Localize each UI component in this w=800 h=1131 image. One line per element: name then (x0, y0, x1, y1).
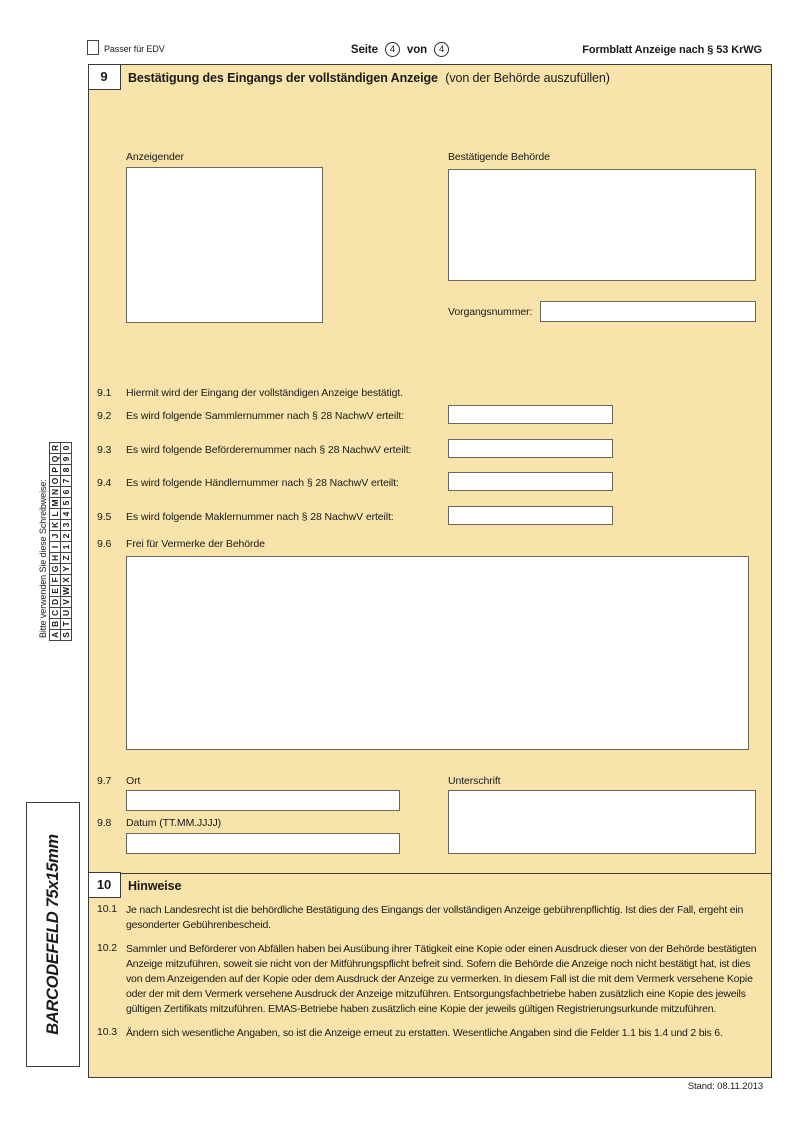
vermerke-label: Frei für Vermerke der Behörde (126, 538, 265, 550)
hint-number: 10.2 (97, 942, 118, 954)
schreibweise-char-cell: P (49, 464, 61, 476)
schreibweise-char-cell: 9 (60, 453, 72, 465)
section-10-title (128, 879, 181, 893)
vorgangsnummer-input[interactable] (540, 301, 756, 322)
hint-item (97, 942, 757, 1017)
item-number: 9.8 (97, 817, 112, 829)
befoerderernummer-input[interactable] (448, 439, 613, 458)
schreibweise-char-cell: K (49, 519, 61, 531)
page-of-label: von (406, 43, 428, 56)
schreibweise-instruction: Bitte verwenden Sie diese Schreibweise: (38, 479, 48, 638)
section-divider (89, 873, 771, 874)
page-number-badge: 4 (385, 42, 400, 57)
schreibweise-char-cell: B (49, 618, 61, 630)
unterschrift-box[interactable] (448, 790, 756, 854)
hint-item (97, 1026, 757, 1041)
schreibweise-char-cell: O (49, 475, 61, 487)
passer-edv-label: Passer für EDV (104, 44, 165, 54)
hint-item (97, 903, 757, 933)
schreibweise-char-cell: 0 (60, 442, 72, 454)
schreibweise-char-cell: F (49, 574, 61, 586)
schreibweise-char-cell: D (49, 596, 61, 608)
schreibweise-char-cell: 1 (60, 541, 72, 553)
schreibweise-char-cell: N (49, 486, 61, 498)
schreibweise-char-cell: M (49, 497, 61, 509)
schreibweise-char-cell: E (49, 585, 61, 597)
item-number: 9.7 (97, 775, 112, 787)
schreibweise-char-cell: 6 (60, 486, 72, 498)
item-text: Hiermit wird der Eingang der vollständigen Anzeige bestätigt. (126, 387, 403, 399)
passer-edv-checkbox[interactable] (87, 40, 99, 55)
datum-label: Datum (TT.MM.JJJJ) (126, 817, 222, 829)
item-number: 9.5 (97, 511, 112, 523)
section-9-title-main: Bestätigung des Eingangs der vollständigen Anzeige (128, 71, 438, 85)
stand-date: Stand: 08.11.2013 (687, 1081, 763, 1092)
ort-input[interactable] (126, 790, 400, 811)
form-title: Formblatt Anzeige nach § 53 KrWG (582, 44, 762, 56)
schreibweise-char-cell: 5 (60, 497, 72, 509)
schreibweise-char-grid (50, 428, 72, 640)
anzeigender-label: Anzeigender (126, 151, 184, 163)
section-9-title (128, 71, 610, 85)
schreibweise-char-cell: W (60, 585, 72, 597)
item-text: Es wird folgende Sammlernummer nach § 28 NachwV erteilt: (126, 410, 405, 422)
schreibweise-char-cell: 8 (60, 464, 72, 476)
item-number: 9.4 (97, 477, 112, 489)
schreibweise-guide (38, 428, 72, 640)
schreibweise-char-cell: Y (60, 563, 72, 575)
schreibweise-char-cell: R (49, 442, 61, 454)
page-total-badge: 4 (434, 42, 449, 57)
schreibweise-char-cell: U (60, 607, 72, 619)
schreibweise-char-cell: I (49, 541, 61, 553)
section-10-title-main: Hinweise (128, 879, 182, 893)
maklernummer-input[interactable] (448, 506, 613, 525)
schreibweise-char-cell: G (49, 563, 61, 575)
form-container (88, 64, 772, 1078)
sammlernummer-input[interactable] (448, 405, 613, 424)
schreibweise-char-cell: Z (60, 552, 72, 564)
schreibweise-char-cell: 4 (60, 508, 72, 520)
datum-input[interactable] (126, 833, 400, 854)
schreibweise-char-cell: 2 (60, 530, 72, 542)
schreibweise-char-cell: A (49, 629, 61, 641)
hint-number: 10.3 (97, 1026, 118, 1038)
schreibweise-char-cell: L (49, 508, 61, 520)
ort-label: Ort (126, 775, 141, 787)
schreibweise-char-cell: T (60, 618, 72, 630)
section-9-title-suffix: (von der Behörde auszufüllen) (445, 71, 610, 85)
item-text: Es wird folgende Beförderernummer nach § 28 NachwV erteilt: (126, 444, 412, 456)
behoerde-label: Bestätigende Behörde (448, 151, 550, 163)
schreibweise-char-cell: Q (49, 453, 61, 465)
section-9-number: 9 (88, 64, 121, 90)
vorgangsnummer-label: Vorgangsnummer: (448, 306, 533, 318)
barcode-field (26, 802, 80, 1067)
item-number: 9.3 (97, 444, 112, 456)
item-text: Es wird folgende Maklernummer nach § 28 NachwV erteilt: (126, 511, 394, 523)
item-text: Es wird folgende Händlernummer nach § 28 NachwV erteilt: (126, 477, 399, 489)
bestaetigende-behoerde-box[interactable] (448, 169, 756, 281)
item-number: 9.6 (97, 538, 112, 550)
schreibweise-row-2 (61, 428, 72, 640)
hints-list (97, 903, 757, 1041)
schreibweise-char-cell: H (49, 552, 61, 564)
hint-text: Je nach Landesrecht ist die behördliche Bestätigung des Eingangs der vollständigen Anzeige gebührenpflichtig. Ist dies der Fall, ergeht ein gesonderter Gebührenbescheid. (126, 904, 744, 931)
schreibweise-char-cell: 3 (60, 519, 72, 531)
schreibweise-char-cell: X (60, 574, 72, 586)
hint-text: Sammler und Beförderer von Abfällen haben bei Ausübung ihrer Tätigkeit eine Kopie oder einen Ausdruck dieser von der Behörde bestätigten Anzeige mitzuführen, soweit sie nicht von der Mitführungspflicht befreit sind. Sofern die Behörde die Anzeige noch nicht bestätigt hat, ist dies von dem Anzeigenden auf der Kopie oder dem Ausdruck der Anzeige zu vermerken. In diesem Fall ist die mit dem Vermerk versehene Kopie oder der mit dem Vermerk versehene Ausdruck der Anzeige mitzuführen. Entsorgungsfachbetriebe haben zusätzlich eine Kopie des jeweils gültigen Zertifikats mitzuführen. EMAS-Betriebe haben zusätzlich eine Kopie der jeweils gültigen Registrierungsurkunde mitzuführen. (126, 943, 757, 1015)
item-number: 9.2 (97, 410, 112, 422)
section-10-number: 10 (88, 872, 121, 898)
haendlernummer-input[interactable] (448, 472, 613, 491)
anzeigender-box[interactable] (126, 167, 323, 323)
schreibweise-char-cell: 7 (60, 475, 72, 487)
page-label: Seite (350, 43, 378, 56)
schreibweise-char-cell: S (60, 629, 72, 641)
schreibweise-char-cell: J (49, 530, 61, 542)
hint-number: 10.1 (97, 903, 118, 915)
unterschrift-label: Unterschrift (448, 775, 501, 787)
vermerke-box[interactable] (126, 556, 749, 750)
schreibweise-char-cell: C (49, 607, 61, 619)
item-number: 9.1 (97, 387, 112, 399)
schreibweise-char-cell: V (60, 596, 72, 608)
barcode-field-label: BARCODEFELD 75x15mm (43, 834, 62, 1035)
hint-text: Ändern sich wesentliche Angaben, so ist die Anzeige erneut zu erstatten. Wesentliche Angaben sind die Felder 1.1 bis 1.4 und 2 bis 6. (126, 1027, 723, 1039)
